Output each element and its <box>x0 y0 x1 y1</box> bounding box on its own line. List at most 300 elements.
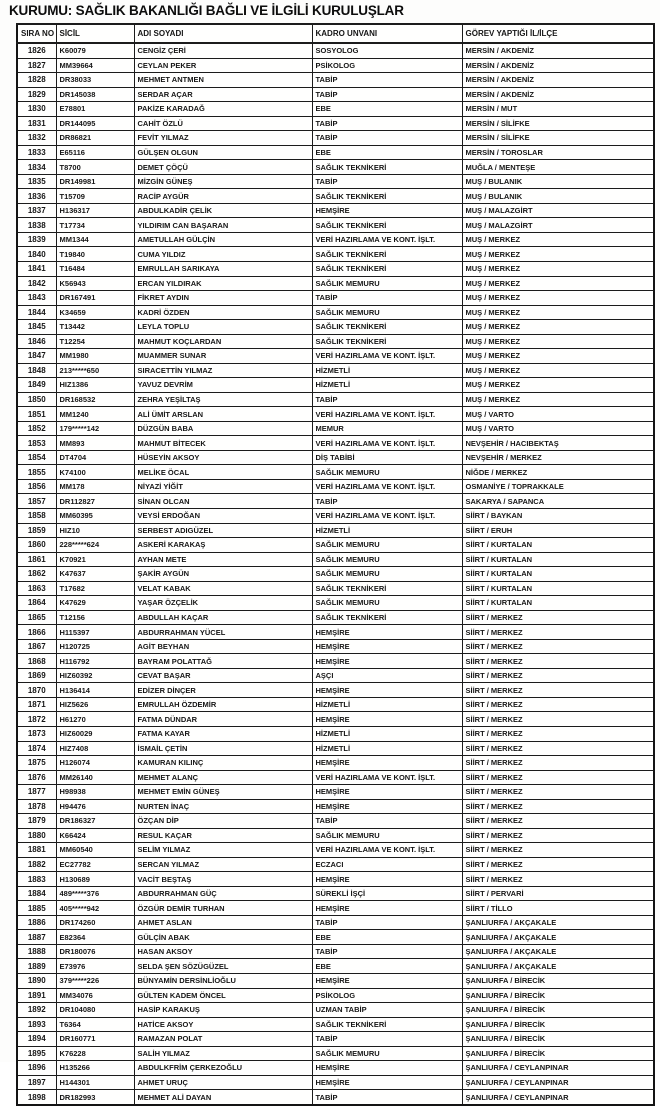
cell-sicil: H144301 <box>56 1075 134 1090</box>
table-row <box>17 770 654 785</box>
cell-gorev-yeri: SİİRT / MERKEZ <box>462 726 654 741</box>
cell-kadro-unvani: SAĞLIK TEKNİKERİ <box>312 160 462 175</box>
column-header-kadro-unvani: KADRO UNVANI <box>312 24 462 43</box>
cell-gorev-yeri: MUŞ / MERKEZ <box>462 232 654 247</box>
cell-kadro-unvani: VERİ HAZIRLAMA VE KONT. İŞLT. <box>312 479 462 494</box>
cell-sira-no: 1858 <box>17 509 56 524</box>
cell-sira-no: 1842 <box>17 276 56 291</box>
cell-adi-soyadi: ŞAKİR AYGÜN <box>134 567 312 582</box>
cell-gorev-yeri: MUŞ / BULANIK <box>462 174 654 189</box>
cell-gorev-yeri: MERSİN / AKDENİZ <box>462 43 654 58</box>
cell-sicil: H98938 <box>56 785 134 800</box>
cell-adi-soyadi: KAMURAN KILINÇ <box>134 756 312 771</box>
cell-kadro-unvani: HEMŞİRE <box>312 683 462 698</box>
table-row <box>17 1032 654 1047</box>
cell-sicil: 213*****650 <box>56 363 134 378</box>
cell-kadro-unvani: EBE <box>312 102 462 117</box>
table-row <box>17 610 654 625</box>
cell-sira-no: 1833 <box>17 145 56 160</box>
cell-adi-soyadi: BÜNYAMİN DERSİNLİOĞLU <box>134 974 312 989</box>
cell-sira-no: 1856 <box>17 479 56 494</box>
cell-sicil: HIZ60392 <box>56 668 134 683</box>
table-row <box>17 712 654 727</box>
cell-sira-no: 1870 <box>17 683 56 698</box>
cell-gorev-yeri: ŞANLIURFA / AKÇAKALE <box>462 944 654 959</box>
cell-sira-no: 1864 <box>17 596 56 611</box>
cell-adi-soyadi: SERCAN YILMAZ <box>134 857 312 872</box>
cell-gorev-yeri: SİİRT / MERKEZ <box>462 814 654 829</box>
cell-kadro-unvani: HİZMETLİ <box>312 378 462 393</box>
cell-kadro-unvani: HEMŞİRE <box>312 799 462 814</box>
cell-sicil: DR145038 <box>56 87 134 102</box>
cell-gorev-yeri: SİİRT / MERKEZ <box>462 610 654 625</box>
cell-kadro-unvani: SAĞLIK TEKNİKERİ <box>312 610 462 625</box>
cell-adi-soyadi: SIRACETTİN YILMAZ <box>134 363 312 378</box>
cell-adi-soyadi: SELİM YILMAZ <box>134 843 312 858</box>
cell-kadro-unvani: UZMAN TABİP <box>312 1003 462 1018</box>
cell-sicil: DT4704 <box>56 450 134 465</box>
cell-sira-no: 1863 <box>17 581 56 596</box>
column-header-sicil: SİCİL <box>56 24 134 43</box>
table-row <box>17 654 654 669</box>
table-row <box>17 436 654 451</box>
cell-adi-soyadi: YAŞAR ÖZÇELİK <box>134 596 312 611</box>
table-row <box>17 174 654 189</box>
cell-kadro-unvani: VERİ HAZIRLAMA VE KONT. İŞLT. <box>312 407 462 422</box>
cell-sira-no: 1861 <box>17 552 56 567</box>
cell-sicil: E82364 <box>56 930 134 945</box>
cell-adi-soyadi: AHMET ASLAN <box>134 915 312 930</box>
cell-sicil: K34659 <box>56 305 134 320</box>
cell-sicil: T12156 <box>56 610 134 625</box>
table-row <box>17 58 654 73</box>
cell-gorev-yeri: MUŞ / MERKEZ <box>462 392 654 407</box>
cell-adi-soyadi: ABDULKFRİM ÇERKEZOĞLU <box>134 1061 312 1076</box>
cell-kadro-unvani: SAĞLIK TEKNİKERİ <box>312 261 462 276</box>
cell-sicil: H94476 <box>56 799 134 814</box>
cell-sira-no: 1830 <box>17 102 56 117</box>
table-row <box>17 87 654 102</box>
cell-sicil: HIZ7408 <box>56 741 134 756</box>
cell-gorev-yeri: MERSİN / AKDENİZ <box>462 58 654 73</box>
cell-kadro-unvani: VERİ HAZIRLAMA VE KONT. İŞLT. <box>312 509 462 524</box>
cell-sicil: T19840 <box>56 247 134 262</box>
table-row <box>17 189 654 204</box>
cell-gorev-yeri: MUŞ / MALAZGİRT <box>462 218 654 233</box>
table-row <box>17 567 654 582</box>
table-row <box>17 261 654 276</box>
cell-gorev-yeri: MUŞ / MERKEZ <box>462 261 654 276</box>
cell-kadro-unvani: ECZACI <box>312 857 462 872</box>
table-row <box>17 915 654 930</box>
cell-gorev-yeri: SİİRT / MERKEZ <box>462 828 654 843</box>
cell-sira-no: 1851 <box>17 407 56 422</box>
table-row <box>17 378 654 393</box>
cell-sira-no: 1834 <box>17 160 56 175</box>
cell-kadro-unvani: TABİP <box>312 814 462 829</box>
cell-sira-no: 1852 <box>17 421 56 436</box>
cell-kadro-unvani: TABİP <box>312 1032 462 1047</box>
table-row <box>17 959 654 974</box>
cell-adi-soyadi: SALİH YILMAZ <box>134 1046 312 1061</box>
cell-gorev-yeri: SİİRT / PERVARİ <box>462 886 654 901</box>
cell-kadro-unvani: HİZMETLİ <box>312 363 462 378</box>
cell-sicil: H115397 <box>56 625 134 640</box>
cell-adi-soyadi: GÜLTEN KADEM ÖNCEL <box>134 988 312 1003</box>
cell-gorev-yeri: SİİRT / KURTALAN <box>462 552 654 567</box>
cell-sira-no: 1867 <box>17 639 56 654</box>
header-row <box>17 24 654 43</box>
cell-adi-soyadi: NURTEN İNAÇ <box>134 799 312 814</box>
cell-sira-no: 1890 <box>17 974 56 989</box>
cell-adi-soyadi: HASİP KARAKUŞ <box>134 1003 312 1018</box>
table-row <box>17 1046 654 1061</box>
cell-kadro-unvani: HEMŞİRE <box>312 901 462 916</box>
table-row <box>17 683 654 698</box>
cell-gorev-yeri: OSMANİYE / TOPRAKKALE <box>462 479 654 494</box>
cell-adi-soyadi: DEMET ÇÖÇÜ <box>134 160 312 175</box>
cell-sicil: T8700 <box>56 160 134 175</box>
table-row <box>17 145 654 160</box>
cell-sira-no: 1832 <box>17 131 56 146</box>
cell-kadro-unvani: SAĞLIK MEMURU <box>312 1046 462 1061</box>
cell-kadro-unvani: PSİKOLOG <box>312 58 462 73</box>
cell-kadro-unvani: SAĞLIK MEMURU <box>312 305 462 320</box>
cell-sira-no: 1868 <box>17 654 56 669</box>
cell-sicil: K74100 <box>56 465 134 480</box>
cell-adi-soyadi: SERBEST ADIGÜZEL <box>134 523 312 538</box>
cell-sira-no: 1845 <box>17 320 56 335</box>
cell-kadro-unvani: SÜREKLİ İŞÇİ <box>312 886 462 901</box>
table-row <box>17 756 654 771</box>
cell-adi-soyadi: MAHMUT BİTECEK <box>134 436 312 451</box>
table-row <box>17 320 654 335</box>
cell-kadro-unvani: TABİP <box>312 392 462 407</box>
table-row <box>17 247 654 262</box>
cell-kadro-unvani: VERİ HAZIRLAMA VE KONT. İŞLT. <box>312 843 462 858</box>
cell-kadro-unvani: TABİP <box>312 291 462 306</box>
cell-kadro-unvani: DİŞ TABİBİ <box>312 450 462 465</box>
cell-adi-soyadi: ERCAN YILDIRAK <box>134 276 312 291</box>
table-row <box>17 668 654 683</box>
cell-adi-soyadi: AHMET URUÇ <box>134 1075 312 1090</box>
cell-sicil: 179*****142 <box>56 421 134 436</box>
cell-sira-no: 1878 <box>17 799 56 814</box>
cell-sicil: T6364 <box>56 1017 134 1032</box>
cell-sicil: DR160771 <box>56 1032 134 1047</box>
cell-gorev-yeri: MUŞ / MERKEZ <box>462 363 654 378</box>
table-row <box>17 305 654 320</box>
column-header-gorev-yeri: GÖREV YAPTIĞI İL/İLÇE <box>462 24 654 43</box>
cell-sicil: H130689 <box>56 872 134 887</box>
table-row <box>17 886 654 901</box>
cell-adi-soyadi: DÜZGÜN BABA <box>134 421 312 436</box>
cell-gorev-yeri: SİİRT / MERKEZ <box>462 697 654 712</box>
cell-sicil: H61270 <box>56 712 134 727</box>
cell-adi-soyadi: ÖZÇAN DİP <box>134 814 312 829</box>
cell-sicil: HIZ10 <box>56 523 134 538</box>
table-row <box>17 843 654 858</box>
cell-adi-soyadi: MEHMET EMİN GÜNEŞ <box>134 785 312 800</box>
cell-gorev-yeri: ŞANLIURFA / BİRECİK <box>462 1032 654 1047</box>
cell-gorev-yeri: MUŞ / VARTO <box>462 421 654 436</box>
cell-kadro-unvani: SAĞLIK TEKNİKERİ <box>312 334 462 349</box>
cell-sicil: T17682 <box>56 581 134 596</box>
cell-sicil: H126074 <box>56 756 134 771</box>
cell-sicil: H136414 <box>56 683 134 698</box>
cell-kadro-unvani: SOSYOLOG <box>312 43 462 58</box>
cell-sicil: H136317 <box>56 203 134 218</box>
cell-adi-soyadi: ABDURRAHMAN GÜÇ <box>134 886 312 901</box>
cell-sira-no: 1857 <box>17 494 56 509</box>
cell-adi-soyadi: RAMAZAN POLAT <box>134 1032 312 1047</box>
table-row <box>17 479 654 494</box>
cell-sicil: DR180076 <box>56 944 134 959</box>
cell-sicil: HIZ60029 <box>56 726 134 741</box>
cell-sira-no: 1885 <box>17 901 56 916</box>
cell-gorev-yeri: SİİRT / MERKEZ <box>462 770 654 785</box>
cell-sicil: 405*****942 <box>56 901 134 916</box>
cell-sicil: MM34076 <box>56 988 134 1003</box>
cell-kadro-unvani: HEMŞİRE <box>312 756 462 771</box>
cell-kadro-unvani: TABİP <box>312 494 462 509</box>
cell-sicil: DR149981 <box>56 174 134 189</box>
cell-gorev-yeri: ŞANLIURFA / AKÇAKALE <box>462 959 654 974</box>
cell-sicil: H116792 <box>56 654 134 669</box>
cell-gorev-yeri: ŞANLIURFA / CEYLANPINAR <box>462 1075 654 1090</box>
cell-sira-no: 1827 <box>17 58 56 73</box>
cell-kadro-unvani: HİZMETLİ <box>312 697 462 712</box>
table-row <box>17 1090 654 1105</box>
cell-sicil: E78801 <box>56 102 134 117</box>
cell-sira-no: 1865 <box>17 610 56 625</box>
personnel-table <box>16 23 655 1106</box>
cell-sira-no: 1862 <box>17 567 56 582</box>
cell-adi-soyadi: MEHMET ALANÇ <box>134 770 312 785</box>
cell-sicil: MM26140 <box>56 770 134 785</box>
cell-sira-no: 1883 <box>17 872 56 887</box>
table-row <box>17 131 654 146</box>
table-row <box>17 930 654 945</box>
cell-kadro-unvani: HEMŞİRE <box>312 872 462 887</box>
cell-gorev-yeri: MUŞ / MERKEZ <box>462 247 654 262</box>
cell-gorev-yeri: MUŞ / MERKEZ <box>462 320 654 335</box>
cell-sicil: K66424 <box>56 828 134 843</box>
cell-gorev-yeri: MUŞ / MERKEZ <box>462 378 654 393</box>
cell-kadro-unvani: SAĞLIK MEMURU <box>312 596 462 611</box>
cell-sicil: T12254 <box>56 334 134 349</box>
cell-adi-soyadi: AYHAN METE <box>134 552 312 567</box>
table-row <box>17 974 654 989</box>
cell-adi-soyadi: GÜLŞEN OLGUN <box>134 145 312 160</box>
cell-gorev-yeri: SİİRT / TİLLO <box>462 901 654 916</box>
cell-sira-no: 1879 <box>17 814 56 829</box>
cell-sicil: K60079 <box>56 43 134 58</box>
table-row <box>17 349 654 364</box>
cell-kadro-unvani: SAĞLIK TEKNİKERİ <box>312 247 462 262</box>
cell-gorev-yeri: SİİRT / MERKEZ <box>462 741 654 756</box>
cell-sira-no: 1835 <box>17 174 56 189</box>
cell-gorev-yeri: MUŞ / MALAZGİRT <box>462 203 654 218</box>
cell-sicil: DR168532 <box>56 392 134 407</box>
cell-gorev-yeri: MUŞ / MERKEZ <box>462 276 654 291</box>
table-row <box>17 857 654 872</box>
table-row <box>17 872 654 887</box>
table-row <box>17 901 654 916</box>
cell-gorev-yeri: MUŞ / VARTO <box>462 407 654 422</box>
cell-kadro-unvani: HEMŞİRE <box>312 203 462 218</box>
cell-kadro-unvani: TABİP <box>312 116 462 131</box>
table-row <box>17 218 654 233</box>
cell-sicil: E73976 <box>56 959 134 974</box>
cell-sira-no: 1872 <box>17 712 56 727</box>
cell-adi-soyadi: LEYLA TOPLU <box>134 320 312 335</box>
cell-sicil: 489*****376 <box>56 886 134 901</box>
cell-kadro-unvani: EBE <box>312 145 462 160</box>
table-row <box>17 334 654 349</box>
table-row <box>17 988 654 1003</box>
cell-sira-no: 1880 <box>17 828 56 843</box>
cell-adi-soyadi: PAKİZE KARADAĞ <box>134 102 312 117</box>
cell-kadro-unvani: HEMŞİRE <box>312 1061 462 1076</box>
cell-sira-no: 1882 <box>17 857 56 872</box>
cell-kadro-unvani: VERİ HAZIRLAMA VE KONT. İŞLT. <box>312 349 462 364</box>
cell-sicil: DR182993 <box>56 1090 134 1105</box>
cell-sira-no: 1898 <box>17 1090 56 1105</box>
cell-kadro-unvani: HEMŞİRE <box>312 1075 462 1090</box>
table-row <box>17 697 654 712</box>
cell-kadro-unvani: TABİP <box>312 174 462 189</box>
table-row <box>17 232 654 247</box>
cell-sicil: E65116 <box>56 145 134 160</box>
cell-sira-no: 1853 <box>17 436 56 451</box>
table-row <box>17 494 654 509</box>
cell-sicil: T17734 <box>56 218 134 233</box>
cell-sicil: DR167491 <box>56 291 134 306</box>
cell-sicil: T16484 <box>56 261 134 276</box>
cell-gorev-yeri: SİİRT / MERKEZ <box>462 639 654 654</box>
cell-gorev-yeri: SİİRT / MERKEZ <box>462 654 654 669</box>
cell-sicil: T13442 <box>56 320 134 335</box>
cell-adi-soyadi: ABDULKADİR ÇELİK <box>134 203 312 218</box>
cell-kadro-unvani: AŞÇI <box>312 668 462 683</box>
cell-gorev-yeri: NEVŞEHİR / MERKEZ <box>462 450 654 465</box>
cell-sira-no: 1855 <box>17 465 56 480</box>
cell-gorev-yeri: MUŞ / MERKEZ <box>462 291 654 306</box>
table-row <box>17 160 654 175</box>
cell-gorev-yeri: ŞANLIURFA / BİRECİK <box>462 1046 654 1061</box>
cell-sicil: MM1344 <box>56 232 134 247</box>
cell-sicil: DR104080 <box>56 1003 134 1018</box>
document-title: KURUMU: SAĞLIK BAKANLIĞI BAĞLI VE İLGİLİ KURULUŞLAR <box>9 3 404 18</box>
cell-kadro-unvani: HEMŞİRE <box>312 974 462 989</box>
table-row <box>17 1075 654 1090</box>
cell-gorev-yeri: ŞANLIURFA / CEYLANPINAR <box>462 1090 654 1105</box>
cell-kadro-unvani: SAĞLIK MEMURU <box>312 552 462 567</box>
cell-gorev-yeri: SİİRT / MERKEZ <box>462 872 654 887</box>
cell-kadro-unvani: SAĞLIK TEKNİKERİ <box>312 320 462 335</box>
cell-sicil: HIZ5626 <box>56 697 134 712</box>
cell-gorev-yeri: SİİRT / MERKEZ <box>462 843 654 858</box>
cell-sira-no: 1846 <box>17 334 56 349</box>
cell-gorev-yeri: NEVŞEHİR / HACIBEKTAŞ <box>462 436 654 451</box>
cell-sira-no: 1850 <box>17 392 56 407</box>
cell-kadro-unvani: VERİ HAZIRLAMA VE KONT. İŞLT. <box>312 232 462 247</box>
cell-sira-no: 1894 <box>17 1032 56 1047</box>
cell-sira-no: 1829 <box>17 87 56 102</box>
cell-sira-no: 1836 <box>17 189 56 204</box>
cell-kadro-unvani: HİZMETLİ <box>312 741 462 756</box>
cell-adi-soyadi: MUAMMER SUNAR <box>134 349 312 364</box>
cell-gorev-yeri: MUŞ / MERKEZ <box>462 334 654 349</box>
table-row <box>17 741 654 756</box>
cell-sira-no: 1886 <box>17 915 56 930</box>
cell-adi-soyadi: AGİT BEYHAN <box>134 639 312 654</box>
cell-kadro-unvani: HEMŞİRE <box>312 712 462 727</box>
cell-sira-no: 1828 <box>17 73 56 88</box>
cell-sira-no: 1892 <box>17 1003 56 1018</box>
cell-adi-soyadi: ÖZGÜR DEMİR TURHAN <box>134 901 312 916</box>
cell-sira-no: 1866 <box>17 625 56 640</box>
table-row <box>17 203 654 218</box>
table-row <box>17 43 654 58</box>
table-row <box>17 639 654 654</box>
cell-sira-no: 1873 <box>17 726 56 741</box>
cell-sicil: K70921 <box>56 552 134 567</box>
cell-sicil: DR174260 <box>56 915 134 930</box>
cell-adi-soyadi: MELİKE ÖCAL <box>134 465 312 480</box>
cell-kadro-unvani: VERİ HAZIRLAMA VE KONT. İŞLT. <box>312 436 462 451</box>
cell-sira-no: 1843 <box>17 291 56 306</box>
cell-sicil: DR144095 <box>56 116 134 131</box>
cell-adi-soyadi: FEVİT YILMAZ <box>134 131 312 146</box>
cell-sicil: 379*****226 <box>56 974 134 989</box>
cell-gorev-yeri: SİİRT / MERKEZ <box>462 712 654 727</box>
cell-sira-no: 1839 <box>17 232 56 247</box>
cell-kadro-unvani: SAĞLIK TEKNİKERİ <box>312 581 462 596</box>
table-row <box>17 814 654 829</box>
cell-sira-no: 1876 <box>17 770 56 785</box>
table-row <box>17 276 654 291</box>
cell-sira-no: 1888 <box>17 944 56 959</box>
cell-adi-soyadi: HATİCE AKSOY <box>134 1017 312 1032</box>
cell-sira-no: 1877 <box>17 785 56 800</box>
cell-kadro-unvani: SAĞLIK MEMURU <box>312 538 462 553</box>
cell-sira-no: 1838 <box>17 218 56 233</box>
cell-kadro-unvani: TABİP <box>312 87 462 102</box>
table-row <box>17 116 654 131</box>
cell-adi-soyadi: SERDAR AÇAR <box>134 87 312 102</box>
cell-adi-soyadi: FATMA KAYAR <box>134 726 312 741</box>
cell-kadro-unvani: TABİP <box>312 73 462 88</box>
cell-sicil: DR112827 <box>56 494 134 509</box>
table-row <box>17 73 654 88</box>
cell-gorev-yeri: MERSİN / TOROSLAR <box>462 145 654 160</box>
cell-sicil: EC27782 <box>56 857 134 872</box>
cell-adi-soyadi: SELDA ŞEN SÖZÜGÜZEL <box>134 959 312 974</box>
cell-adi-soyadi: FİKRET AYDIN <box>134 291 312 306</box>
cell-gorev-yeri: SİİRT / MERKEZ <box>462 857 654 872</box>
cell-adi-soyadi: MEHMET ANTMEN <box>134 73 312 88</box>
cell-kadro-unvani: SAĞLIK TEKNİKERİ <box>312 218 462 233</box>
cell-gorev-yeri: ŞANLIURFA / BİRECİK <box>462 974 654 989</box>
cell-adi-soyadi: ZEHRA YEŞİLTAŞ <box>134 392 312 407</box>
cell-gorev-yeri: ŞANLIURFA / AKÇAKALE <box>462 930 654 945</box>
cell-gorev-yeri: SİİRT / KURTALAN <box>462 596 654 611</box>
cell-gorev-yeri: SİİRT / KURTALAN <box>462 581 654 596</box>
cell-sicil: DR86821 <box>56 131 134 146</box>
cell-sira-no: 1831 <box>17 116 56 131</box>
